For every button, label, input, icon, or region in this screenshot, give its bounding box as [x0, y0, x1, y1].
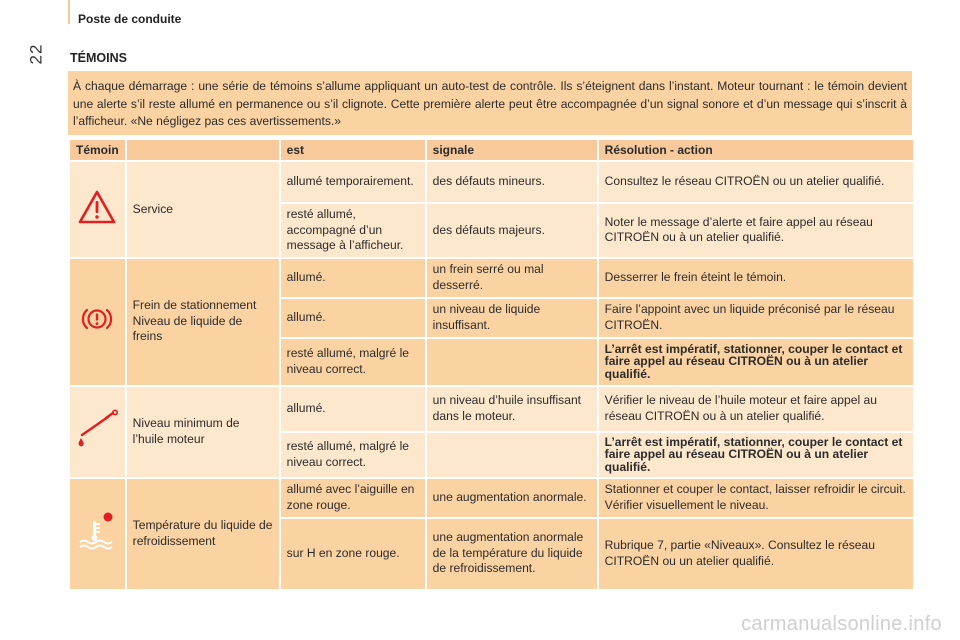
table-cell: Température du liquide de refroidissement [127, 479, 279, 589]
table-cell: resté allumé, malgré le niveau correct. [281, 433, 425, 477]
table-cell: Stationner et couper le contact, laisser refroidir le circuit. Vérifier visuellement le niveau. [599, 479, 913, 517]
table-cell: sur H en zone rouge. [281, 519, 425, 589]
section-margin-bar [68, 0, 70, 24]
coolant-warning-cell [70, 479, 125, 589]
table-row [70, 162, 913, 202]
col-header-name [127, 140, 279, 160]
table-cell: un niveau de liquide insuffisant. [427, 299, 597, 337]
table-cell [427, 433, 597, 477]
table-cell: allumé. [281, 387, 425, 431]
table-cell: une augmentation anormale. [427, 479, 597, 517]
table-cell: resté allumé, accompagné d’un message à l’afficheur. [281, 204, 425, 257]
table-cell: Faire l’appoint avec un liquide préconisé par le réseau CITROËN. [599, 299, 913, 337]
table-cell: L’arrêt est impératif, stationner, couper le contact et faire appel au réseau CITROËN ou à un atelier qualifié. [599, 339, 913, 385]
section-title: Poste de conduite [78, 12, 182, 26]
col-header-resolution: Résolution - action [599, 140, 913, 160]
brake-warning-icon [81, 306, 113, 332]
service-warning-triangle-icon [77, 189, 117, 225]
table-cell [427, 339, 597, 385]
table-cell: une augmentation anormale de la température du liquide de refroidissement. [427, 519, 597, 589]
table-cell: allumé. [281, 259, 425, 297]
table-cell: des défauts majeurs. [427, 204, 597, 257]
table-cell: Service [127, 162, 279, 257]
table-cell: resté allumé, malgré le niveau correct. [281, 339, 425, 385]
col-header-est: est [281, 140, 425, 160]
brake-warning-cell [70, 259, 125, 385]
table-header-row [70, 140, 913, 160]
table-cell: L’arrêt est impératif, stationner, couper le contact et faire appel au réseau CITROËN ou à un atelier qualifié. [599, 433, 913, 477]
table-cell: Rubrique 7, partie «Niveaux». Consultez le réseau CITROËN ou un atelier qualifié. [599, 519, 913, 589]
intro-paragraph: À chaque démarrage : une série de témoins s’allume appliquant un auto-test de contrôle. Ils s’éteignent dans l’instant. Moteur tournant : le témoin devient une alerte s’il reste allumé en permanence ou s’il clignote. Cette première alerte peut être accompagnée d’un signal sonore et d’un message qui s’inscrit à l’afficheur. «Ne négligez pas ces avertissements.» [68, 71, 912, 135]
table-row [70, 387, 913, 431]
table-cell: un frein serré ou mal desserré. [427, 259, 597, 297]
table-cell: Noter le message d’alerte et faire appel au réseau CITROËN ou à un atelier qualifié. [599, 204, 913, 257]
table-cell: Desserrer le frein éteint le témoin. [599, 259, 913, 297]
coolant-temperature-icon [74, 509, 120, 553]
warning-lights-table [68, 138, 915, 591]
page-heading: TÉMOINS [70, 51, 127, 65]
oil-can-icon [74, 409, 120, 449]
page-number: 22 [26, 43, 46, 65]
col-header-signale: signale [427, 140, 597, 160]
oil-warning-cell [70, 387, 125, 477]
table-row [70, 479, 913, 517]
table-cell: Frein de stationnement Niveau de liquide de freins [127, 259, 279, 385]
table-cell: allumé temporairement. [281, 162, 425, 202]
table-cell: allumé avec l’aiguille en zone rouge. [281, 479, 425, 517]
table-cell: Consultez le réseau CITROËN ou un atelier qualifié. [599, 162, 913, 202]
watermark-text: carmanualsonline.info [741, 613, 942, 635]
col-header-temoin: Témoin [70, 140, 125, 160]
table-row [70, 259, 913, 297]
table-cell: un niveau d’huile insuffisant dans le moteur. [427, 387, 597, 431]
service-warning-cell [70, 162, 125, 257]
table-cell: Vérifier le niveau de l’huile moteur et faire appel au réseau CITROËN ou à un atelier qualifié. [599, 387, 913, 431]
table-cell: allumé. [281, 299, 425, 337]
table-cell: des défauts mineurs. [427, 162, 597, 202]
table-cell: Niveau minimum de l’huile moteur [127, 387, 279, 477]
